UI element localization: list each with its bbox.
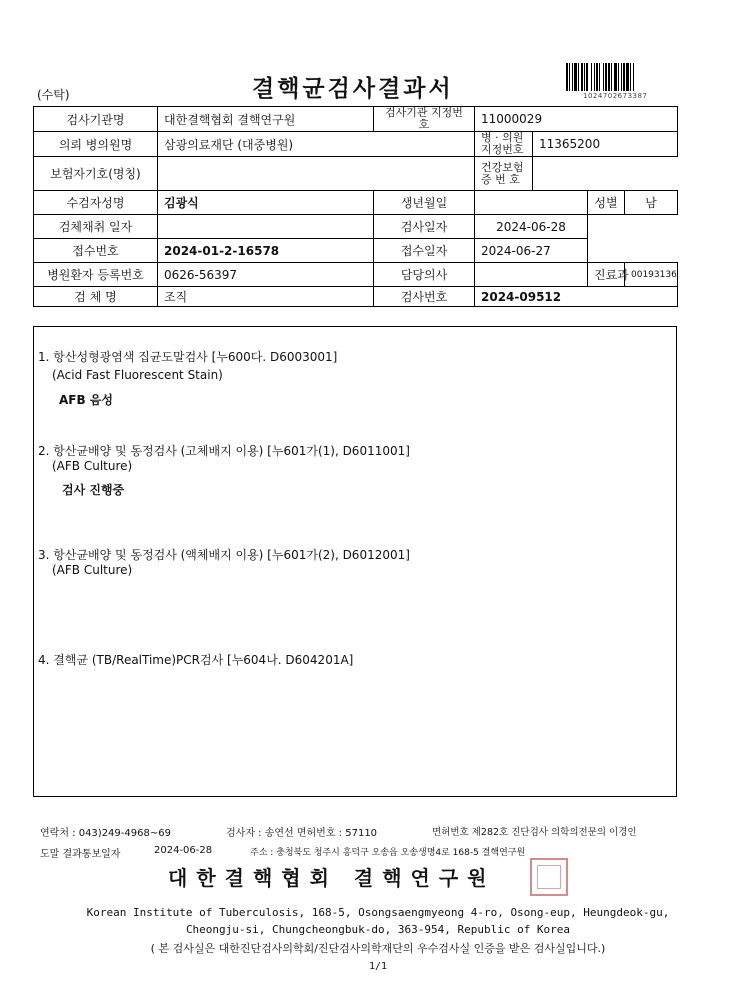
report-date-value: 2024-06-28 bbox=[154, 845, 213, 856]
inspection-org-no-value: 11000029 bbox=[475, 107, 678, 132]
patient-name-value: 김광식 bbox=[158, 191, 374, 215]
hospital-no-label: 병 · 의원 지정번호 bbox=[475, 132, 533, 157]
lab-name: 대한결핵협회 결핵연구원 bbox=[168, 866, 496, 890]
insured-value bbox=[158, 157, 475, 191]
specimen-label: 검 체 명 bbox=[34, 287, 158, 307]
requesting-hospital-value: 삼광의료재단 (대중병원) bbox=[158, 132, 475, 157]
barcode bbox=[566, 63, 672, 91]
insured-label: 보험자기호(명칭) bbox=[34, 157, 158, 191]
certification-note: ( 본 검사실은 대한진단검사의학회/진단검사의학재단의 우수검사실 인증을 받은 검사실입니다.) bbox=[150, 942, 606, 955]
test-date-label: 검사일자 bbox=[374, 215, 475, 239]
receipt-type-label: (수탁) bbox=[37, 88, 70, 102]
test-date-value: 2024-06-28 bbox=[475, 215, 588, 239]
result-3-title: 3. 항산균배양 및 동정검사 (액체배지 이용) [누601가(2), D6012001] bbox=[38, 548, 410, 562]
receipt-date-value: 2024-06-27 bbox=[475, 239, 588, 263]
address-english-line2: Cheongju-si, Chungcheongbuk-do, 363-954, Republic of Korea bbox=[185, 923, 571, 936]
address-english-line1: Korean Institute of Tuberculosis, 168-5, Osongsaengmyeong 4-ro, Osong-eup, Heungdeok-gu, bbox=[86, 906, 670, 919]
receipt-date-blank bbox=[588, 239, 678, 263]
receipt-no-label: 접수번호 bbox=[34, 239, 158, 263]
inspection-org-value: 대한결핵협회 결핵연구원 bbox=[158, 107, 374, 132]
hospital-reg-label: 병원환자 등록번호 bbox=[34, 263, 158, 287]
results-box bbox=[33, 326, 677, 797]
barcode-number: 1024702673387 bbox=[583, 92, 648, 100]
patient-info-table bbox=[33, 106, 678, 307]
receipt-no-value: 2024-01-2-16578 bbox=[158, 239, 374, 263]
examiner-info: 검사자 : 송연선 면허번호 : 57110 bbox=[226, 828, 378, 839]
result-2-subtitle: (AFB Culture) bbox=[52, 459, 133, 473]
official-seal bbox=[530, 858, 568, 896]
contact-info: 연락처 : 043)249-4968~69 bbox=[40, 828, 171, 839]
receipt-date-label: 접수일자 bbox=[374, 239, 475, 263]
dept-value: 00193136 bbox=[625, 263, 678, 287]
document-title: 결핵균검사결과서 bbox=[252, 76, 454, 102]
test-no-value: 2024-09512 bbox=[475, 287, 678, 307]
doctor-value bbox=[475, 263, 588, 287]
result-3-subtitle: (AFB Culture) bbox=[52, 563, 133, 577]
sex-value: 남 bbox=[625, 191, 678, 215]
address-korean: 주소 : 충청북도 청주시 흥덕구 오송읍 오송생명4로 168-5 결핵연구원 bbox=[250, 848, 526, 858]
specimen-value: 조직 bbox=[158, 287, 374, 307]
birth-label: 생년월일 bbox=[374, 191, 475, 215]
dept-label: 진료과 bbox=[588, 263, 625, 287]
result-1-title: 1. 항산성형광염색 집균도말검사 [누600다. D6003001] bbox=[38, 350, 338, 364]
specimen-date-label: 검체채취 일자 bbox=[34, 215, 158, 239]
result-4-title: 4. 결핵균 (TB/RealTime)PCR검사 [누604나. D604201A] bbox=[38, 653, 354, 667]
report-date-label: 도말 결과통보일자 bbox=[40, 849, 121, 860]
sex-label: 성별 bbox=[588, 191, 625, 215]
inspection-org-label: 검사기관명 bbox=[34, 107, 158, 132]
test-date-blank bbox=[588, 215, 678, 239]
result-1-value: AFB 음성 bbox=[59, 393, 113, 407]
result-2-value: 검사 진행중 bbox=[62, 483, 125, 497]
health-insurance-no-value bbox=[533, 157, 678, 191]
doctor-label: 담당의사 bbox=[374, 263, 475, 287]
inspection-org-no-label: 검사기관 지정번호 bbox=[374, 107, 475, 132]
requesting-hospital-label: 의뢰 병의원명 bbox=[34, 132, 158, 157]
hospital-no-value: 11365200 bbox=[533, 132, 678, 157]
birth-value bbox=[475, 191, 588, 215]
license-info: 면허번호 제282호 진단검사 의학의전문의 이경인 bbox=[432, 827, 637, 838]
test-no-label: 검사번호 bbox=[374, 287, 475, 307]
health-insurance-no-label: 건강보험 증 번 호 bbox=[475, 157, 533, 191]
result-1-subtitle: (Acid Fast Fluorescent Stain) bbox=[52, 368, 223, 382]
result-2-title: 2. 항산균배양 및 동정검사 (고체배지 이용) [누601가(1), D6011001] bbox=[38, 444, 410, 458]
patient-name-label: 수검자성명 bbox=[34, 191, 158, 215]
page-number: 1/1 bbox=[368, 961, 388, 972]
hospital-reg-value: 0626-56397 bbox=[158, 263, 374, 287]
specimen-date-value bbox=[158, 215, 374, 239]
